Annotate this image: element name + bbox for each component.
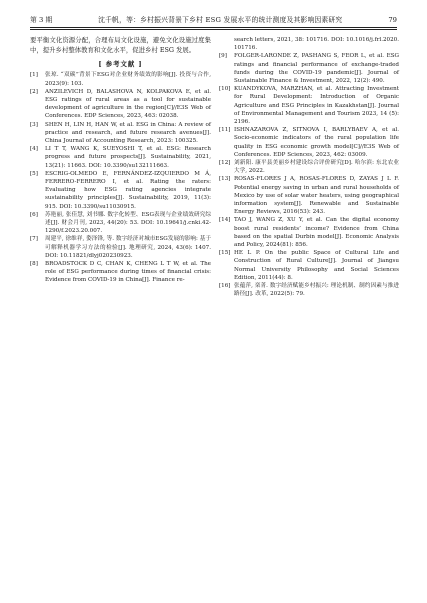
running-header — [30, 10, 397, 26]
reference-item — [30, 71, 211, 87]
reference-text: 苏艳丽, 张佳慧, 刘书娜. 数字化转型、ESG表现与企业绩效研究综述[J]. 财会月刊, 2023, 44(20): 53. DOI: 10.19641/j.cnki.42-1290/f.2023.20.007. — [45, 211, 211, 235]
reference-text: ROSAS-FLORES J A, ROSAS-FLORES D, ZAYAS J L F. Potential energy saving in urban and rural households of Mexico by use of solar water heaters, using geographical information system[J]. Renewable and Sustainable Energy Reviews, 2016(53): 243. — [234, 176, 399, 216]
reference-number: [4] — [30, 146, 38, 153]
right-column — [219, 36, 399, 299]
reference-item — [219, 282, 399, 298]
reference-item — [219, 85, 399, 126]
left-column — [30, 36, 211, 285]
reference-number: [13] — [219, 176, 231, 183]
reference-number: [2] — [30, 88, 38, 95]
reference-item — [30, 145, 211, 170]
reference-item — [219, 52, 399, 85]
reference-item — [219, 249, 399, 282]
reference-text: TAO J, WANG Z, XU Y, et al. Can the digital economy boost rural residents’ income? Evidence from China based on the spatial Durbin model[J]. Economic Analysis and Policy, 2024(81): 856. — [234, 217, 399, 249]
reference-text: KUANDYKOVA, MARZHAN, et al. Attracting Investment for Rural Development: Introduction of Organic Agriculture and ESG Principles in Kazakhstan[J]. Journal of Environmental Management and Tourism 2023, 14 (5): 2196. — [234, 86, 399, 126]
reference-number: [6] — [30, 211, 38, 218]
reference-number: [16] — [219, 283, 231, 290]
reference-number: [12] — [219, 160, 231, 167]
reference-text: 张琼. “双碳”背景下ESG对企业财务绩效的影响[J]. 投资与合作, 2023(9): 103. — [45, 72, 211, 87]
reference-number: [9] — [219, 53, 227, 60]
reference-number: [7] — [30, 236, 38, 243]
reference-item — [30, 170, 211, 211]
reference-item — [219, 159, 399, 175]
references-heading: [ 参考文献 ] — [98, 60, 143, 69]
reference-item — [219, 126, 399, 159]
reference-text: 刘新阳. 康平县美丽乡村建设综合评价研究[D]. 哈尔滨: 东北农业大学, 2022. — [234, 160, 399, 175]
reference-number: [14] — [219, 217, 231, 224]
running-title: 沈千帆，等：乡村振兴背景下乡村 ESG 发展水平的统计测度及其影响因素研究 — [98, 16, 343, 24]
issue-number: 第 3 期 — [30, 16, 53, 24]
reference-text: ANZILEVICH D, BALASHOVA N, KOLPAKOVA E, et al. ESG ratings of rural areas as a tool for sustainable development of agriculture in the region[C]//E3S Web of Conferences. EDP Sciences, 2023, 463: 02038. — [45, 88, 211, 120]
reference-item — [30, 211, 211, 236]
reference-number: [5] — [30, 170, 38, 177]
reference-item — [30, 88, 211, 121]
reference-text: BROADSTOCK D C, CHAN K, CHENG L T W, et al. The role of ESG performance during times of financial crisis: Evidence from COVID-19 in China[J]. Finance re- — [45, 261, 211, 284]
reference-text: ISHNAZAROVA Z, SITNOVA I, BARLYBAEV A, et al. Socio-economic indicators of the rural population life quality in ESG economic growth model[C]//E3S Web of Conferences. EDP Sciences, 2023, 462: 03009. — [234, 127, 399, 158]
header-rule-thin — [30, 29, 397, 30]
reference-text: 周建平, 徐维祥, 姿泽锋, 等. 数字经济对城市ESG发展的影响: 基于可解释机器学习方法的检验[J]. 地理研究, 2024, 43(6): 1407. DOI: 10.11821/dlyj020230923. — [45, 236, 211, 259]
reference-number: [1] — [30, 72, 38, 79]
reference-number: [8] — [30, 261, 38, 268]
reference-item — [219, 175, 399, 216]
right-reference-list — [219, 52, 399, 298]
reference-item — [219, 216, 399, 249]
reference-item — [30, 260, 211, 285]
left-reference-list — [30, 71, 211, 284]
reference-text: HE L P. On the public Space of Cultural Life and Construction of Rural Culture[J]. Journal of Jiangsu Normal University Philosophy and Social Sciences Edition, 2011(44): 8. — [234, 250, 399, 281]
reference-item — [30, 235, 211, 260]
reference-number: [15] — [219, 250, 231, 257]
intro-paragraph: 要平衡文化资源分配，合理布局文化设施，避免文化设施过度集中，提升乡村整体教育和文化水平，促进乡村 ESG 发展。 — [30, 36, 211, 54]
reference-continuation: search letters, 2021, 38: 101716. DOI: 10.1016/j.frl.2020. 101716. — [234, 37, 399, 52]
reference-number: [3] — [30, 121, 38, 128]
reference-text: SHEN H, LIN H, HAN W, et al. ESG in China: A review of practice and research, and future research avenues[J]. China Journal of Accounting Research, 2023: 100325. — [45, 121, 211, 145]
reference-text: ESCRIG-OLMEDO E, FERNÁNDEZ-IZQUIERDO M Á, FERRERO-FERRERO I, et al. Rating the raters: Evaluating how ESG rating agencies integrate sustainability principles[J]. Sustainability, 2019, 11(3): 915. DOI: 10.3390/su11030915. — [45, 170, 211, 210]
reference-text: LI T T, WANG K, SUEYOSHI T, et al. ESG: Research progress and future prospects[J]. Sustainability, 2021, 13(21): 11663. DOI: 10.3390/su132111663. — [45, 146, 211, 169]
reference-number: [11] — [219, 127, 231, 134]
reference-text: 张蕴萍, 栾菁. 数字经济赋能乡村振兴: 理论机制、制约因素与推进路径[J]. 改革, 2022(5): 79. — [234, 283, 399, 298]
reference-number: [10] — [219, 86, 231, 93]
reference-item — [30, 121, 211, 146]
reference-text: FOLGER-LARONDE Z, PASHANG S, FEOR L, et al. ESG ratings and financial performance of exchange-traded funds during the COVID-19 pandemic[J]. Journal of Sustainable Finance & Investment, 2022, 12(2): 490. — [234, 53, 399, 85]
page-number: 79 — [388, 16, 397, 24]
